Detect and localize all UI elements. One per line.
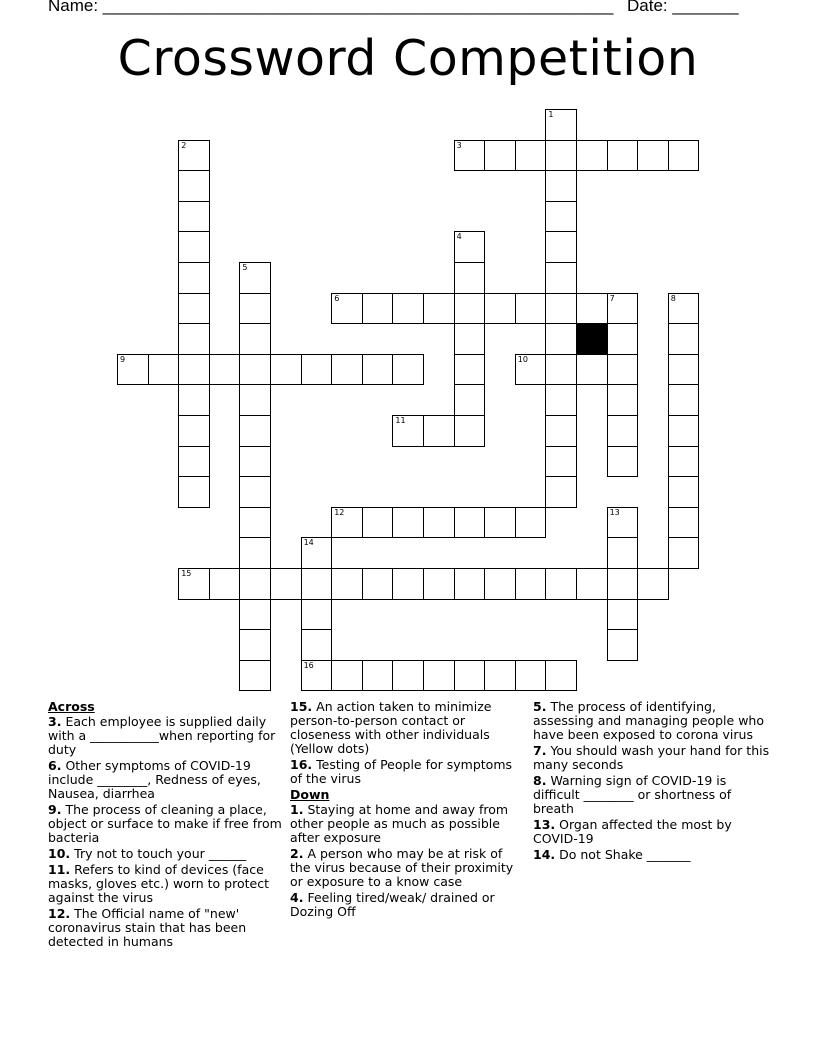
name-field-label[interactable]: Name: ______________________________________________________ — [48, 0, 614, 15]
grid-cell[interactable] — [270, 568, 302, 600]
grid-cell[interactable] — [515, 140, 547, 172]
grid-cell[interactable] — [545, 201, 577, 233]
date-field-label[interactable]: Date: _______ — [627, 0, 739, 15]
clue-number: 3 — [456, 140, 462, 150]
down-heading: Down — [290, 787, 330, 802]
grid-cell[interactable] — [668, 476, 700, 508]
grid-cell[interactable] — [515, 568, 547, 600]
grid-cell[interactable] — [454, 262, 486, 294]
grid-cell[interactable] — [331, 354, 363, 386]
grid-cell[interactable] — [607, 140, 639, 172]
grid-cell[interactable] — [423, 660, 455, 692]
grid-cell[interactable] — [423, 293, 455, 325]
grid-cell[interactable] — [668, 354, 700, 386]
grid-cell[interactable] — [178, 354, 210, 386]
grid-cell[interactable] — [239, 415, 271, 447]
grid-cell[interactable] — [239, 629, 271, 661]
grid-cell[interactable] — [423, 507, 455, 539]
grid-cell[interactable] — [454, 323, 486, 355]
grid-cell[interactable] — [454, 140, 486, 172]
grid-cell[interactable] — [454, 568, 486, 600]
grid-cell[interactable] — [668, 537, 700, 569]
grid-cell[interactable] — [545, 231, 577, 263]
grid-cell[interactable] — [515, 660, 547, 692]
grid-cell[interactable] — [178, 446, 210, 478]
grid-cell[interactable] — [301, 568, 333, 600]
grid-cell[interactable] — [331, 293, 363, 325]
grid-cell[interactable] — [178, 170, 210, 202]
grid-cell[interactable] — [607, 537, 639, 569]
grid-cell[interactable] — [668, 446, 700, 478]
grid-cell[interactable] — [545, 415, 577, 447]
grid-cell[interactable] — [454, 231, 486, 263]
grid-cell[interactable] — [239, 323, 271, 355]
grid-cell[interactable] — [607, 629, 639, 661]
across-heading: Across — [48, 699, 95, 714]
grid-cell[interactable] — [178, 140, 210, 172]
grid-cell[interactable] — [362, 354, 394, 386]
grid-cell[interactable] — [239, 660, 271, 692]
grid-cell[interactable] — [239, 507, 271, 539]
grid-cell[interactable] — [362, 660, 394, 692]
grid-cell[interactable] — [454, 293, 486, 325]
clue-number: 2 — [181, 140, 187, 150]
grid-cell[interactable] — [148, 354, 180, 386]
clues-column-3 — [533, 700, 773, 864]
grid-cell[interactable] — [545, 293, 577, 325]
clue-number: 4 — [456, 232, 462, 242]
grid-cell[interactable] — [607, 323, 639, 355]
grid-cell[interactable] — [178, 415, 210, 447]
grid-cell[interactable] — [484, 568, 516, 600]
grid-cell[interactable] — [392, 568, 424, 600]
grid-cell[interactable] — [117, 354, 149, 386]
clue-down-2: 2. A person who may be at risk of the virus because of their proximity or exposure to a know case — [290, 846, 514, 889]
grid-cell[interactable] — [515, 507, 547, 539]
grid-cell[interactable] — [362, 568, 394, 600]
grid-cell[interactable] — [423, 415, 455, 447]
grid-cell[interactable] — [545, 384, 577, 416]
grid-cell[interactable] — [668, 384, 700, 416]
grid-cell[interactable] — [545, 170, 577, 202]
clue-number: 6 — [334, 293, 340, 303]
grid-cell[interactable] — [301, 537, 333, 569]
clue-number: 10 — [517, 354, 528, 364]
grid-cell[interactable] — [178, 262, 210, 294]
grid-cell[interactable] — [239, 599, 271, 631]
grid-cell[interactable] — [484, 140, 516, 172]
grid-cell[interactable] — [607, 507, 639, 539]
grid-cell[interactable] — [545, 568, 577, 600]
grid-cell[interactable] — [668, 507, 700, 539]
grid-cell[interactable] — [331, 660, 363, 692]
grid-cell[interactable] — [545, 476, 577, 508]
grid-cell[interactable] — [392, 660, 424, 692]
grid-cell[interactable] — [178, 231, 210, 263]
grid-cell[interactable] — [607, 354, 639, 386]
grid-cell[interactable] — [484, 293, 516, 325]
grid-cell[interactable] — [454, 507, 486, 539]
clue-number: 7 — [609, 293, 615, 303]
grid-cell[interactable] — [454, 354, 486, 386]
grid-cell[interactable] — [484, 660, 516, 692]
grid-cell[interactable] — [178, 568, 210, 600]
grid-cell[interactable] — [637, 568, 669, 600]
grid-cell[interactable] — [178, 201, 210, 233]
clue-number: 11 — [395, 416, 406, 425]
clue-number: 14 — [303, 538, 314, 548]
grid-cell[interactable] — [515, 354, 547, 386]
grid-cell[interactable] — [545, 109, 577, 141]
clue-number: 5 — [242, 263, 248, 272]
grid-cell[interactable] — [392, 507, 424, 539]
grid-cell[interactable] — [392, 415, 424, 447]
grid-cell[interactable] — [239, 262, 271, 294]
grid-cell[interactable] — [301, 629, 333, 661]
grid-cell[interactable] — [668, 140, 700, 172]
grid-cell[interactable] — [301, 599, 333, 631]
grid-cell[interactable] — [545, 140, 577, 172]
grid-cell[interactable] — [515, 293, 547, 325]
clue-down-1: 1. Staying at home and away from other people as much as possible after exposure — [290, 802, 509, 845]
clues-column-2 — [290, 700, 526, 921]
grid-cell[interactable] — [607, 415, 639, 447]
clue-across-12: 12. The Official name of "new' coronavirus stain that has been detected in humans — [48, 906, 247, 949]
grid-cell[interactable] — [331, 507, 363, 539]
grid-cell[interactable] — [576, 568, 608, 600]
black-block-cell — [576, 323, 608, 355]
page-title: Crossword Competition — [117, 30, 699, 87]
grid-cell[interactable] — [454, 415, 486, 447]
grid-cell[interactable] — [209, 568, 241, 600]
clue-across-6: 6. Other symptoms of COVID-19 include ________, Redness of eyes, Nausea, diarrhea — [48, 758, 261, 801]
grid-cell[interactable] — [668, 293, 700, 325]
grid-cell[interactable] — [484, 507, 516, 539]
clue-down-5: 5. The process of identifying, assessing and managing people who have been exposed to corona virus — [533, 699, 764, 742]
clue-across-9: 9. The process of cleaning a place, object or surface to make if free from bacteria — [48, 802, 282, 845]
clue-down-13: 13. Organ affected the most by COVID-19 — [533, 817, 732, 846]
grid-cell[interactable] — [545, 660, 577, 692]
grid-cell[interactable] — [576, 354, 608, 386]
clue-number: 16 — [303, 660, 314, 670]
grid-cell[interactable] — [178, 476, 210, 508]
grid-cell[interactable] — [362, 507, 394, 539]
clue-across-3: 3. Each employee is supplied daily with a ___________when reporting for duty — [48, 714, 276, 757]
clue-down-8: 8. Warning sign of COVID-19 is difficult ________ or shortness of breath — [533, 773, 732, 816]
clue-across-16: 16. Testing of People for symptoms of the virus — [290, 757, 513, 786]
clue-number: 15 — [181, 569, 192, 578]
grid-cell[interactable] — [239, 568, 271, 600]
clue-number: 1 — [548, 110, 554, 119]
clue-number: 12 — [334, 507, 345, 517]
grid-cell[interactable] — [239, 446, 271, 478]
grid-cell[interactable] — [362, 293, 394, 325]
grid-cell[interactable] — [454, 660, 486, 692]
grid-cell[interactable] — [576, 293, 608, 325]
grid-cell[interactable] — [239, 537, 271, 569]
grid-cell[interactable] — [301, 354, 333, 386]
grid-cell[interactable] — [668, 323, 700, 355]
grid-cell[interactable] — [392, 293, 424, 325]
clues-column-1 — [48, 700, 284, 951]
grid-cell[interactable] — [576, 140, 608, 172]
grid-cell[interactable] — [545, 354, 577, 386]
grid-cell[interactable] — [545, 323, 577, 355]
grid-cell[interactable] — [392, 354, 424, 386]
grid-cell[interactable] — [331, 568, 363, 600]
grid-cell[interactable] — [607, 384, 639, 416]
clue-number: 13 — [609, 507, 620, 517]
grid-cell[interactable] — [607, 568, 639, 600]
grid-cell[interactable] — [545, 446, 577, 478]
clue-across-15: 15. An action taken to minimize person-to-person contact or closeness with other individuals (Yellow dots) — [290, 699, 492, 756]
grid-cell[interactable] — [178, 384, 210, 416]
grid-cell[interactable] — [637, 140, 669, 172]
grid-cell[interactable] — [209, 354, 241, 386]
grid-cell[interactable] — [668, 415, 700, 447]
grid-cell[interactable] — [607, 446, 639, 478]
grid-cell[interactable] — [270, 354, 302, 386]
grid-cell[interactable] — [239, 476, 271, 508]
clue-down-14: 14. Do not Shake _______ — [533, 847, 691, 862]
clue-across-11: 11. Refers to kind of devices (face masks, gloves etc.) worn to protect against the virus — [48, 862, 269, 905]
grid-cell[interactable] — [607, 599, 639, 631]
grid-cell[interactable] — [454, 384, 486, 416]
clue-down-4: 4. Feeling tired/weak/ drained or Dozing Off — [290, 890, 495, 919]
clue-down-7: 7. You should wash your hand for this many seconds — [533, 743, 770, 772]
grid-cell[interactable] — [178, 293, 210, 325]
clue-number: 8 — [670, 293, 676, 303]
clue-across-10: 10. Try not to touch your ______ — [48, 846, 247, 861]
grid-cell[interactable] — [178, 323, 210, 355]
grid-cell[interactable] — [239, 384, 271, 416]
grid-cell[interactable] — [239, 293, 271, 325]
grid-cell[interactable] — [545, 262, 577, 294]
grid-cell[interactable] — [301, 660, 333, 692]
grid-cell[interactable] — [607, 293, 639, 325]
grid-cell[interactable] — [423, 568, 455, 600]
grid-cell[interactable] — [239, 354, 271, 386]
clue-number: 9 — [120, 354, 126, 364]
